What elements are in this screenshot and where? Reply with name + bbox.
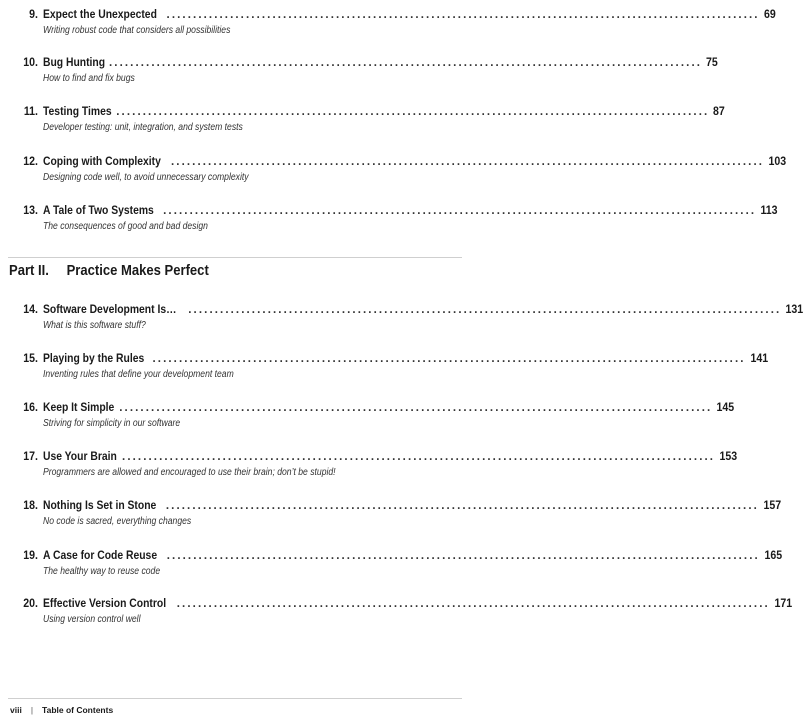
part-label: Part II.	[9, 263, 49, 279]
chapter-page[interactable]: 165	[764, 550, 782, 562]
chapter-title[interactable]: Keep It Simple	[43, 402, 115, 414]
chapter-title[interactable]: Testing Times	[43, 106, 112, 118]
toc-entry-16[interactable]	[0, 402, 735, 442]
chapter-description: Designing code well, to avoid unnecessary complexity	[43, 172, 249, 183]
chapter-title[interactable]: Effective Version Control	[43, 598, 167, 610]
toc-entry-11[interactable]	[0, 106, 726, 146]
toc-entry-12[interactable]	[0, 156, 787, 196]
leader-dots: ................................................................................................................	[170, 156, 765, 168]
chapter-page[interactable]: 103	[768, 156, 787, 168]
footer-label: Table of Contents	[42, 705, 114, 715]
chapter-page[interactable]: 157	[763, 500, 782, 512]
footer-divider	[8, 698, 462, 699]
chapter-number: 11.	[23, 106, 38, 118]
chapter-description: Striving for simplicity in our software	[43, 418, 181, 429]
chapter-number: 15.	[23, 353, 38, 365]
toc-entry-20[interactable]	[0, 598, 792, 638]
leader-dots: ................................................................................................................	[163, 205, 757, 217]
chapter-title[interactable]: Nothing Is Set in Stone	[43, 500, 157, 512]
page-footer	[10, 705, 113, 715]
chapter-title[interactable]: Use Your Brain	[43, 451, 117, 463]
part-title: Practice Makes Perfect	[66, 263, 209, 279]
leader-dots: ................................................................................................................	[119, 402, 713, 414]
toc-entry-13[interactable]	[0, 205, 778, 245]
chapter-description: No code is sacred, everything changes	[43, 516, 192, 527]
chapter-description: Using version control well	[43, 614, 141, 625]
chapter-number: 10.	[23, 57, 38, 69]
chapter-number: 14.	[23, 304, 38, 316]
leader-dots: ................................................................................................................	[152, 353, 746, 365]
leader-dots: ................................................................................................................	[188, 304, 782, 316]
chapter-page[interactable]: 171	[774, 598, 792, 610]
chapter-title[interactable]: Coping with Complexity	[43, 156, 161, 168]
toc-entry-17[interactable]	[0, 451, 738, 491]
chapter-page[interactable]: 87	[713, 106, 726, 118]
chapter-description: The consequences of good and bad design	[43, 221, 208, 232]
chapter-title[interactable]: A Tale of Two Systems	[43, 205, 154, 217]
chapter-number: 17.	[23, 451, 38, 463]
chapter-page[interactable]: 145	[716, 402, 735, 414]
chapter-title[interactable]: Expect the Unexpected	[43, 9, 157, 21]
toc-entry-19[interactable]	[0, 550, 782, 590]
chapter-page[interactable]: 131	[785, 304, 804, 316]
chapter-description: Programmers are allowed and encouraged to use their brain; don’t be stupid!	[43, 467, 336, 478]
toc-entry-10[interactable]	[0, 57, 718, 97]
footer-page-number: viii	[10, 705, 22, 715]
chapter-description: How to find and fix bugs	[43, 73, 135, 84]
toc-entry-15[interactable]	[0, 353, 768, 393]
chapter-description: Developer testing: unit, integration, and system tests	[43, 122, 243, 133]
leader-dots: ................................................................................................................	[166, 9, 760, 21]
part-divider	[8, 257, 462, 258]
toc-entry-18[interactable]	[0, 500, 782, 540]
chapter-page[interactable]: 153	[719, 451, 738, 463]
chapter-number: 16.	[23, 402, 38, 414]
chapter-description: Inventing rules that define your development team	[43, 369, 234, 380]
chapter-description: What is this software stuff?	[43, 320, 146, 331]
chapter-number: 19.	[23, 550, 38, 562]
chapter-number: 20.	[23, 598, 38, 610]
chapter-number: 18.	[23, 500, 38, 512]
chapter-title[interactable]: Software Development Is…	[43, 304, 177, 316]
chapter-number: 12.	[23, 156, 38, 168]
chapter-description: The healthy way to reuse code	[43, 566, 161, 577]
chapter-description: Writing robust code that considers all possibilities	[43, 25, 231, 36]
part-heading[interactable]	[9, 263, 209, 279]
leader-dots: ................................................................................................................	[122, 451, 716, 463]
chapter-page[interactable]: 113	[760, 205, 778, 217]
chapter-page[interactable]: 141	[750, 353, 768, 365]
chapter-page[interactable]: 75	[706, 57, 718, 69]
leader-dots: ................................................................................................................	[165, 500, 759, 512]
leader-dots: ................................................................................................................	[116, 106, 710, 118]
leader-dots: ................................................................................................................	[176, 598, 770, 610]
chapter-page[interactable]: 69	[763, 9, 776, 21]
footer-separator: |	[30, 705, 34, 715]
chapter-number: 9.	[29, 9, 38, 21]
chapter-title[interactable]: Bug Hunting	[43, 57, 106, 69]
toc-entry-14[interactable]	[0, 304, 804, 344]
chapter-title[interactable]: A Case for Code Reuse	[43, 550, 158, 562]
toc-entry-9[interactable]	[0, 9, 776, 49]
leader-dots: ................................................................................................................	[108, 57, 703, 69]
leader-dots: ................................................................................................................	[166, 550, 760, 562]
chapter-number: 13.	[23, 205, 38, 217]
chapter-title[interactable]: Playing by the Rules	[43, 353, 145, 365]
